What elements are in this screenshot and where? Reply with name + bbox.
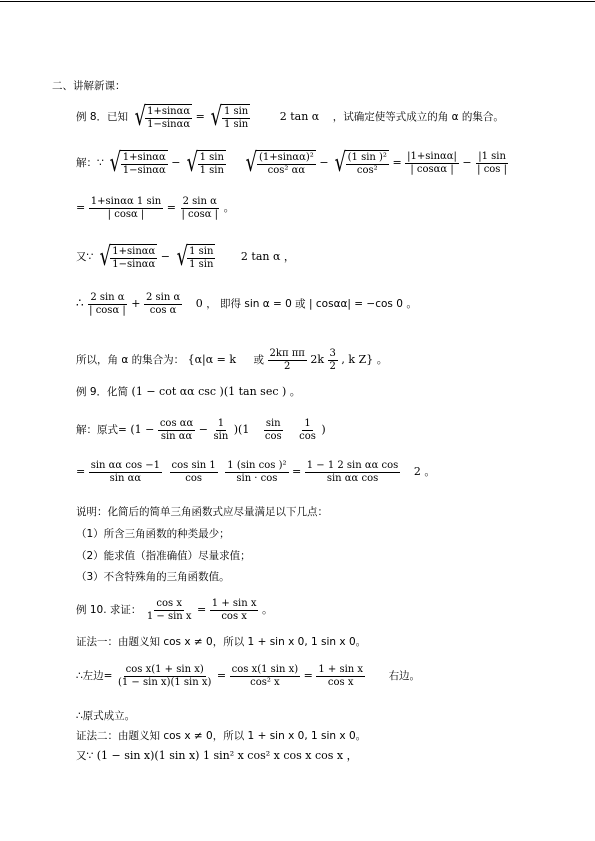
- top-rule: [0, 1, 595, 2]
- sqrt-left: √ $\frac{1+\sin\alpha\alpha}{1-\sin\alpha\alpha}$: [134, 102, 191, 132]
- example-8-rhs: 2 tan α: [279, 110, 320, 123]
- example-8-label: 例 8．已知: [76, 111, 129, 123]
- example-8-tail: ，试确定使等式成立的角 α 的集合。: [332, 111, 504, 123]
- proof-1: 证法一：由题义知 cos x ≠ 0，所以 1 + sin x 0, 1 sin x 0。: [76, 636, 367, 648]
- section-title: 二、讲解新课：: [52, 80, 126, 92]
- solution-line-1: 解：∵ √ $\frac{1+\sin\alpha\alpha}{1-\sin\alpha\alpha}$ − √ $\frac{1 \sin}{1 \sin}$ √ $\frac{\text{(1+sinαα)²}}{\text{cos² αα}}$ − √ $\frac{\text{(1 sin )²}}{\text{cos²}}$ = $\frac{|1+\sin\alpha\alpha|}{| \cos\alpha\alpha |}$ − $\frac{|1 \sin}{| \cos |}$: [76, 148, 507, 178]
- proof-2: 证法二：由题义知 cos x ≠ 0，所以 1 + sin x 0, 1 sin x 0。: [76, 730, 367, 742]
- example-10: 例 10. 求证： $\frac{\text{cos x}}{\text{1 − sin x}}$ = $\frac{\text{1 + sin x}}{\text{cos x}}$ 。: [76, 598, 273, 622]
- solution-9-line-2: = $\frac{\text{sin αα cos −1}}{\text{sin αα}}$ $\frac{\text{cos sin 1}}{\cos}$ $\frac{\text{1 (sin cos )²}}{\sin \cdot \cos}$ = $\frac{\text{1 − 1 2 sin αα cos}}{\text{sin αα cos}}$ 2 。: [76, 460, 436, 484]
- example-9: 例 9．化简 (1 − cot αα csc )(1 tan sec ) 。: [76, 385, 301, 398]
- solution-line-2: = $\frac{1+\sin\alpha\alpha 1 \sin}{| \cos\alpha |}$ = $\frac{\text{2 sin α}}{| \cos\alpha |}$ 。: [76, 196, 235, 220]
- example-8: 例 8．已知 √ $\frac{1+\sin\alpha\alpha}{1-\sin\alpha\alpha}$ = √ $\frac{1 \sin}{1 \sin}$ 2 tan α ，试确定使等式成立的角 α 的集合。: [76, 102, 504, 132]
- solution-line-4: ∴ $\frac{\text{2 sin α}}{| \cos\alpha |}$ + $\frac{\text{2 sin α}}{\text{cos α}}$ 0 ， 即得 sin α = 0 或 | cosαα| = −cos 0 。: [76, 292, 418, 316]
- solution-line-3: 又∵ √ $\frac{1+\sin\alpha\alpha}{1-\sin\alpha\alpha}$ − √ $\frac{1 \sin}{1 \sin}$ 2 tan α ，: [76, 242, 295, 272]
- note-item-3: （3）不含特殊角的三角函数值。: [76, 571, 230, 583]
- note-item-1: （1）所含三角函数的种类最少；: [76, 528, 230, 540]
- sqrt-right: √ $\frac{1 \sin}{1 \sin}$: [210, 102, 249, 132]
- proof-1-derivation: ∴左边= $\frac{\text{cos x(1 + sin x)}}{\text{(1 − sin x)(1 sin x)}}$ = $\frac{\text{cos x(1 sin x)}}{\text{cos² x}}$ = $\frac{\text{1 + sin x}}{\text{cos x}}$ 右边。: [76, 664, 421, 688]
- note-item-2: （2）能求值（指准确值）尽量求值；: [76, 550, 251, 562]
- conclusion: ∴原式成立。: [76, 710, 136, 722]
- solution-9-line-1: 解：原式= (1 − $\frac{\text{cos αα}}{\text{sin αα}}$ − $\frac{1}{\sin}$ )(1 $\frac{\sin}{\cos}$ $\frac{1}{\cos}$ ): [76, 418, 326, 442]
- proof-2-derivation: 又∵ (1 − sin x)(1 sin x) 1 sin² x cos² x cos x cos x ，: [76, 749, 358, 762]
- angle-set: 所以，角 α 的集合为： {α|α = k 或 $\frac{\text{2kπ ππ}}{2}$ 2k $\frac{3}{2}$ , k Z} 。: [76, 348, 388, 372]
- solution-label: 解：∵: [76, 157, 104, 169]
- note-title: 说明：化简后的简单三角函数式应尽量满足以下几点：: [76, 506, 328, 518]
